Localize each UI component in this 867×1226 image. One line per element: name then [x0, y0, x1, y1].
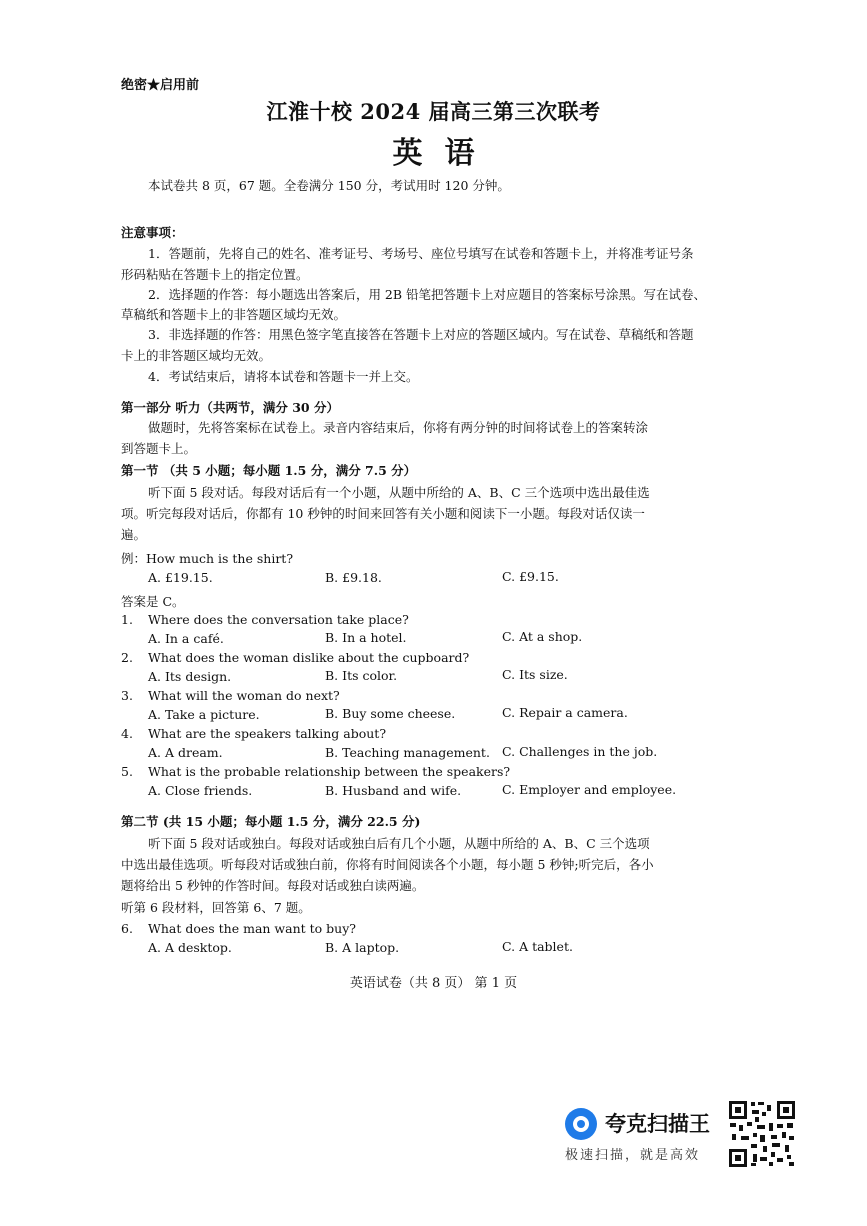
- material-instruction: 听第 6 段材料，回答第 6、7 题。: [121, 900, 311, 915]
- question-number: 4.: [121, 726, 133, 741]
- option-c: C. Repair a camera.: [502, 705, 628, 720]
- option-b: B. Buy some cheese.: [325, 706, 456, 721]
- subject-title: 英语: [392, 136, 497, 171]
- part1-desc-line-1: 做题时，先将答案标在试卷上。录音内容结束后，你将有两分钟的时间将试卷上的答案转涂: [148, 420, 649, 435]
- option-a: A. Its design.: [148, 669, 232, 684]
- option-b: B. A laptop.: [325, 940, 400, 955]
- note-3-line-1: 3．非选择题的作答：用黑色签字笔直接答在答题卡上对应的答题区域内。写在试卷、草稿纸和答题: [148, 327, 694, 342]
- question-text: What is the probable relationship between the speakers?: [148, 764, 511, 779]
- section1-desc-line-1: 听下面 5 段对话。每段对话后有一个小题，从题中所给的 A、B、C 三个选项中选出最佳选: [148, 485, 650, 500]
- note-1-line-2: 形码粘贴在答题卡上的指定位置。: [121, 267, 309, 282]
- example-option-a: A. £19.15.: [148, 570, 213, 585]
- note-3-line-2: 卡上的非答题区域均无效。: [121, 348, 272, 363]
- example-option-b: B. £9.18.: [325, 570, 382, 585]
- section2-desc-line-1: 听下面 5 段对话或独白。每段对话或独白后有几个小题，从题中所给的 A、B、C 三个选项: [148, 836, 650, 851]
- section1-desc-line-2: 项。听完每段对话后，你都有 10 秒钟的时间来回答有关小题和阅读下一小题。每段对话仅读一: [121, 506, 645, 521]
- question-number: 3.: [121, 688, 133, 703]
- question-text: What does the woman dislike about the cupboard?: [148, 650, 470, 665]
- option-b: B. Its color.: [325, 668, 398, 683]
- quark-logo-icon: [565, 1108, 597, 1140]
- option-c: C. Employer and employee.: [502, 782, 677, 797]
- question-number: 1.: [121, 612, 133, 627]
- option-c: C. Its size.: [502, 667, 568, 682]
- option-b: B. In a hotel.: [325, 630, 407, 645]
- note-1-line-1: 1．答题前，先将自己的姓名、准考证号、考场号、座位号填写在试卷和答题卡上，并将准考证号条: [148, 246, 694, 261]
- option-a: A. Close friends.: [148, 783, 253, 798]
- question-number: 2.: [121, 650, 133, 665]
- confidential-label: 绝密★启用前: [121, 78, 200, 93]
- scanner-slogan: 极速扫描，就是高效: [565, 1148, 701, 1163]
- scanner-watermark: [565, 1102, 725, 1164]
- question-number: 6.: [121, 921, 133, 936]
- option-a: A. A desktop.: [148, 940, 232, 955]
- part1-desc-line-2: 到答题卡上。: [121, 441, 197, 456]
- page-footer: 英语试卷（共 8 页） 第 1 页: [349, 976, 518, 991]
- example-option-c: C. £9.15.: [502, 569, 559, 584]
- question-text: What will the woman do next?: [148, 688, 340, 703]
- section1-desc-line-3: 遍。: [121, 527, 147, 542]
- section2-desc-line-3: 题将给出 5 秒钟的作答时间。每段对话或独白读两遍。: [121, 878, 425, 893]
- qr-code-icon: [727, 1099, 797, 1169]
- note-2-line-1: 2．选择题的作答：每小题选出答案后，用 2B 铅笔把答题卡上对应题目的答案标号涂黑。写在试卷、: [148, 287, 707, 302]
- option-c: C. A tablet.: [502, 939, 573, 954]
- exam-title: 江淮十校 2024 届高三第三次联考: [266, 99, 601, 124]
- exam-intro: 本试卷共 8 页，67 题。全卷满分 150 分，考试用时 120 分钟。: [148, 178, 510, 193]
- option-b: B. Teaching management.: [325, 745, 490, 760]
- section2-heading: 第二节 (共 15 小题；每小题 1.5 分，满分 22.5 分): [121, 814, 421, 829]
- notes-heading: 注意事项：: [121, 225, 184, 240]
- option-a: A. Take a picture.: [148, 707, 260, 722]
- option-a: A. A dream.: [148, 745, 223, 760]
- note-2-line-2: 草稿纸和答题卡上的非答题区域均无效。: [121, 307, 347, 322]
- section2-desc-line-2: 中选出最佳选项。听每段对话或独白前，你将有时间阅读各个小题，每小题 5 秒钟;听完后，各小: [121, 857, 654, 872]
- part1-heading: 第一部分 听力（共两节，满分 30 分）: [121, 400, 339, 415]
- example-answer: 答案是 C。: [121, 594, 185, 609]
- option-b: B. Husband and wife.: [325, 783, 462, 798]
- option-c: C. Challenges in the job.: [502, 744, 658, 759]
- question-text: What are the speakers talking about?: [148, 726, 387, 741]
- option-c: C. At a shop.: [502, 629, 583, 644]
- option-a: A. In a café.: [148, 631, 224, 646]
- example-question: 例：How much is the shirt?: [121, 551, 294, 566]
- scanner-brand-name: 夸克扫描王: [605, 1112, 710, 1136]
- question-text: What does the man want to buy?: [148, 921, 356, 936]
- note-4: 4．考试结束后，请将本试卷和答题卡一并上交。: [148, 369, 419, 384]
- question-text: Where does the conversation take place?: [148, 612, 409, 627]
- question-number: 5.: [121, 764, 133, 779]
- section1-heading: 第一节 （共 5 小题；每小题 1.5 分，满分 7.5 分）: [121, 463, 417, 478]
